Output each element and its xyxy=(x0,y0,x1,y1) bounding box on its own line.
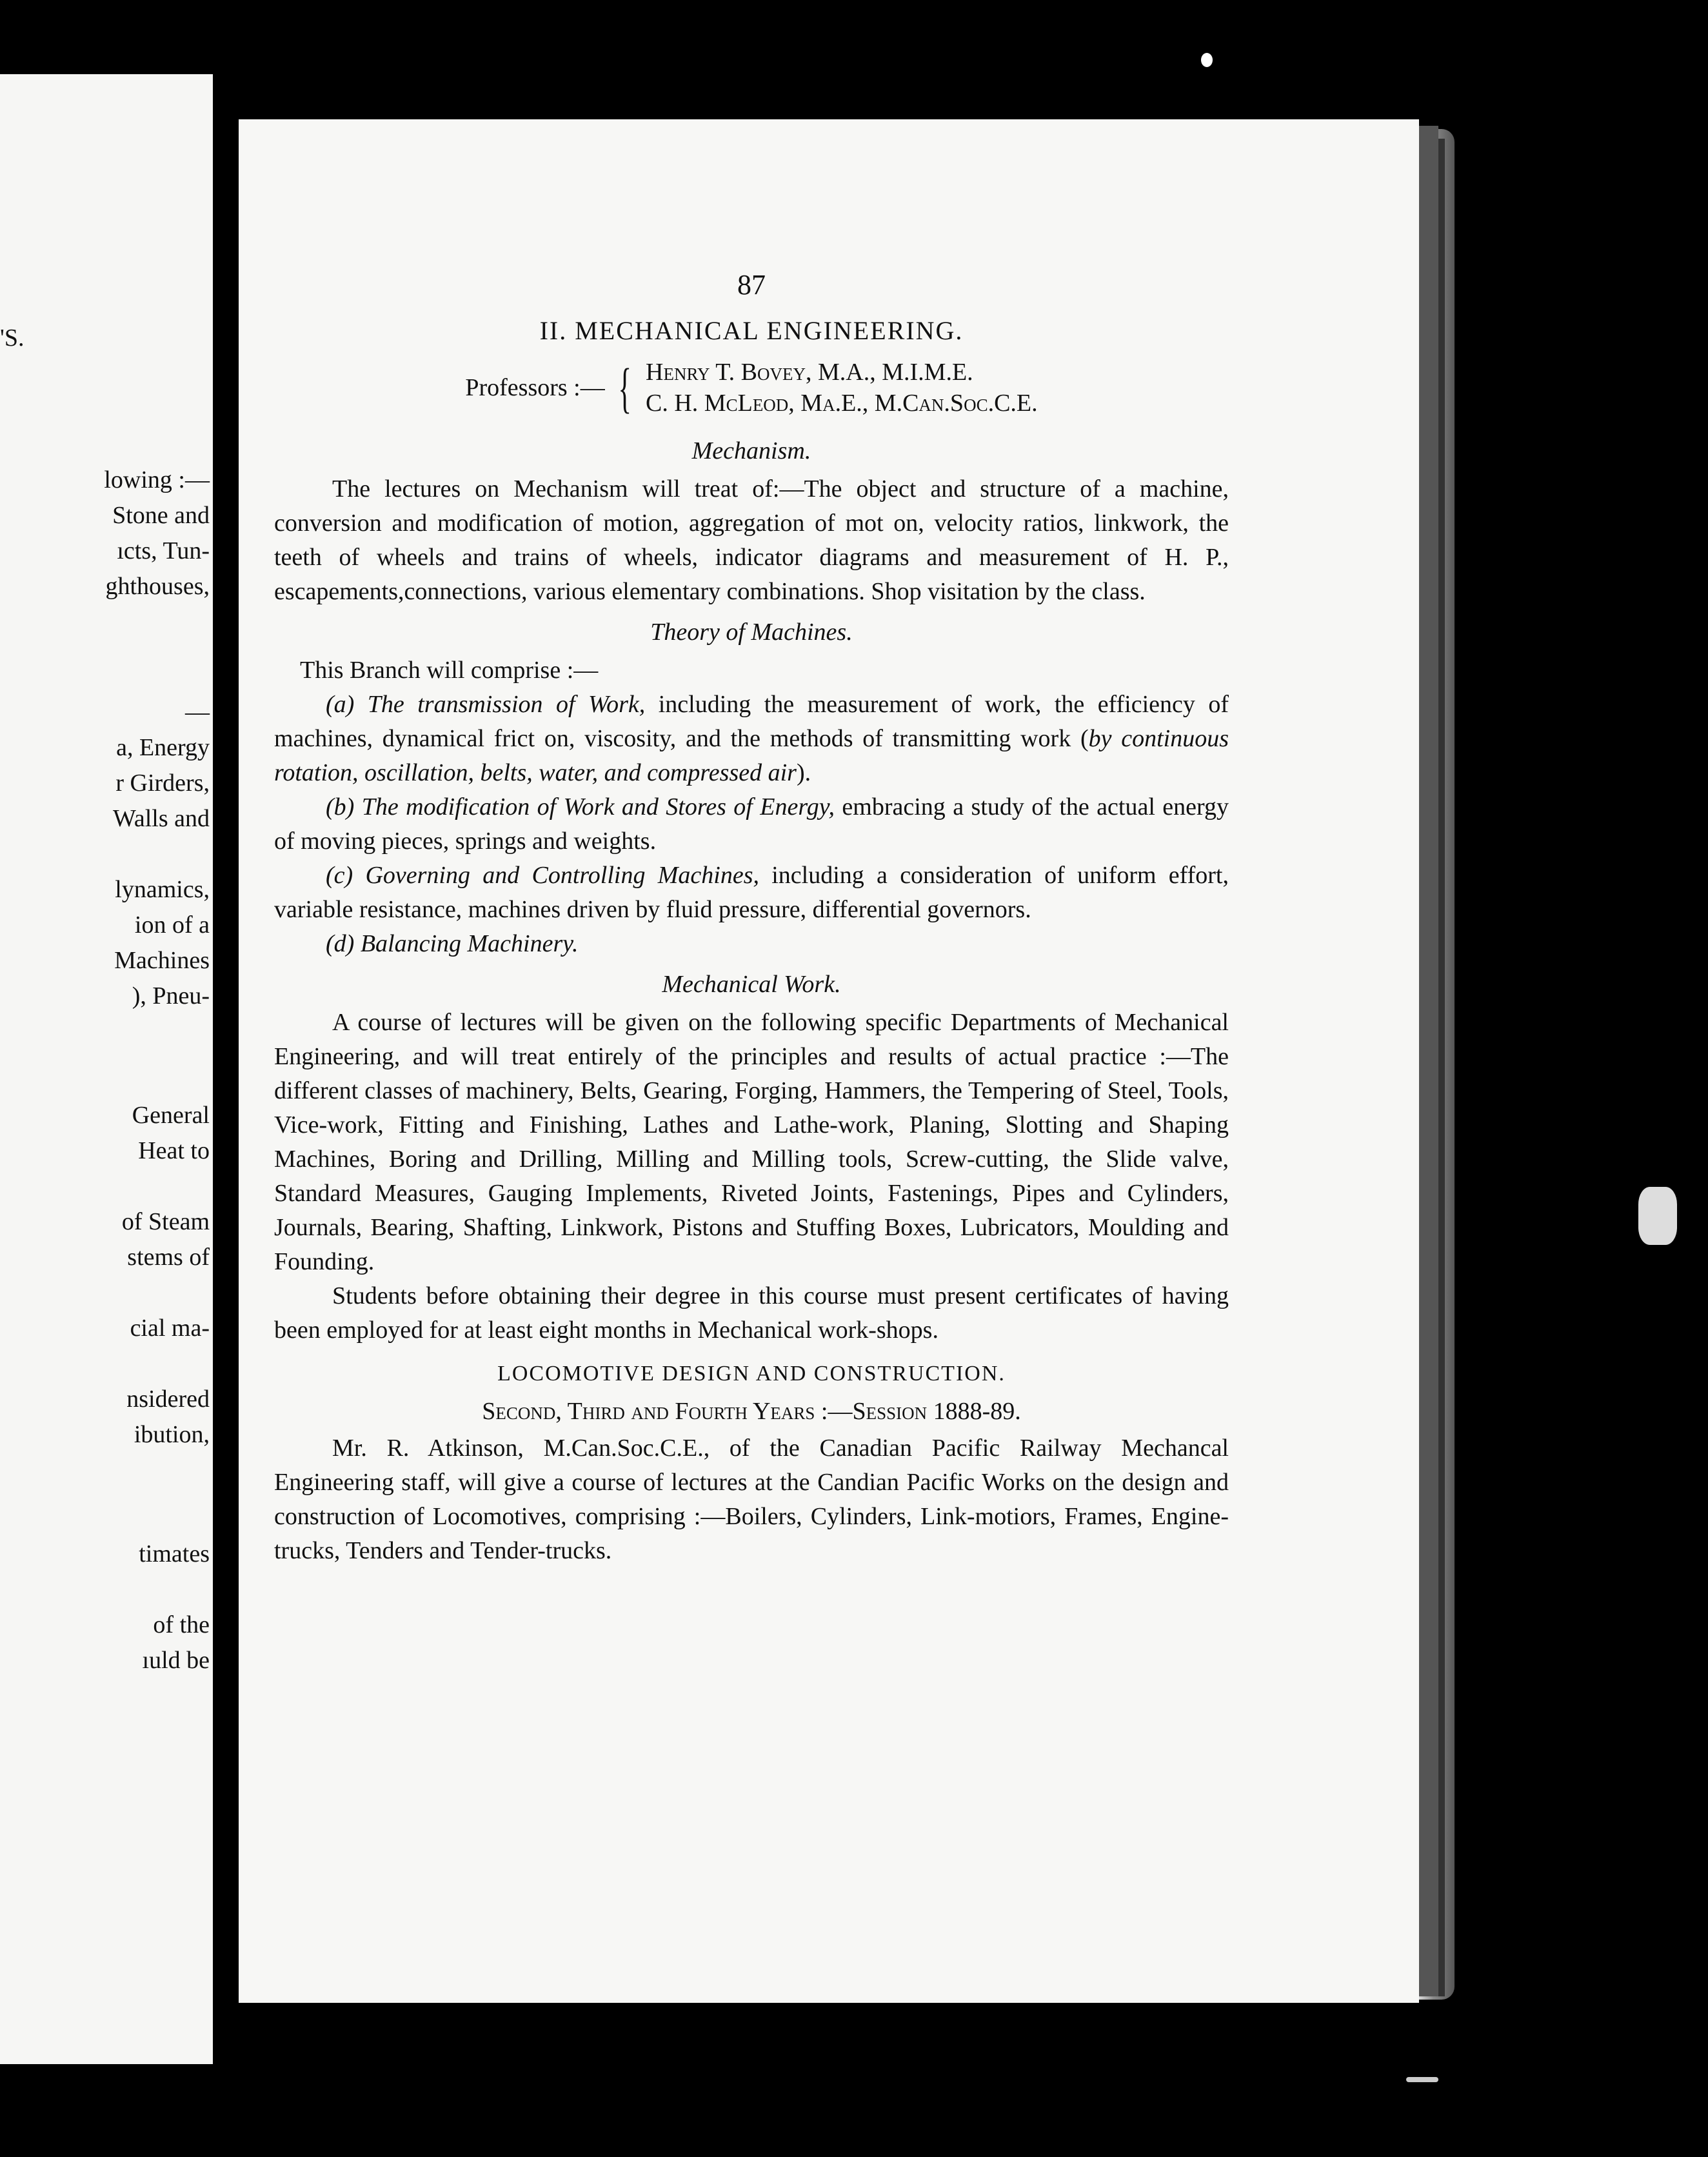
left-page-text-fragment: Heat to xyxy=(138,1137,210,1164)
scan-speck xyxy=(1638,1187,1677,1245)
work-paragraph: A course of lectures will be given on the following specific Departments of Mechanical Engineering, and will treat entirely of the principles and results of actual practice :—The different classes of machinery, Belts, Gearing, Forging, Hammers, the Tempering of Steel, Tools, Vice-work, Fitting and Finishing, Lathes and Lathe-work, Planing, Slotting and Shaping Machines, Boring and Drilling, Milling and Milling tools, Screw-cutting, the Slide valve, Standard Measures, Gauging Implements, Riveted Joints, Fastenings, Pipes and Cylinders, Journals, Bearing, Shafting, Linkwork, Pistons and Stuffing Boxes, Lubricators, Moulding and Founding. xyxy=(274,1009,1229,1275)
left-page-text-fragment: Walls and xyxy=(113,805,210,832)
page-content xyxy=(274,268,1229,1568)
left-page-text-fragment: Machines xyxy=(114,947,210,974)
mechanism-heading: Mechanism. xyxy=(691,437,811,464)
left-page-text-fragment: ibution, xyxy=(134,1421,210,1448)
locomotive-paragraph: Mr. R. Atkinson, M.Can.Soc.C.E., of the Canadian Pacific Railway Mechancal Engineering staff, will give a course of lectures at the Candian Pacific Works on the design and construction of Locomotives, comprising :—Boilers, Cylinders, Link-motiors, Frames, Engine-trucks, Tenders and Tender-trucks. xyxy=(274,1435,1229,1564)
professors-block xyxy=(274,357,1229,419)
item-label: (c) xyxy=(326,862,353,889)
left-page-text-fragment: timates xyxy=(139,1540,210,1567)
left-page-text-fragment: ion of a xyxy=(134,911,210,939)
left-page-text-fragment: 'S. xyxy=(0,324,25,352)
item-text: including the measurement of work, the efficiency of machines, dynamical frict on, viscosity, and the methods of transmitting work ( xyxy=(274,691,1229,752)
item-title: Balancing Machinery. xyxy=(360,930,579,957)
item-title: The transmission of Work, xyxy=(367,691,646,718)
item-label: (a) xyxy=(326,691,355,718)
left-page-text-fragment: cial ma- xyxy=(130,1315,210,1342)
item-title: Governing and Controlling Machines, xyxy=(365,862,759,889)
left-page-text-fragment: lynamics, xyxy=(115,876,210,903)
theory-item-d xyxy=(274,927,1229,961)
scan-speck xyxy=(1406,2077,1438,2082)
locomotive-heading: LOCOMOTIVE DESIGN AND CONSTRUCTION. xyxy=(497,1362,1006,1386)
left-page-text-fragment: ıuld be xyxy=(142,1647,210,1674)
left-page-text-fragment: lowing :— xyxy=(104,466,210,493)
item-text: embracing a study of the actual energy of moving pieces, springs and weights. xyxy=(274,793,1229,855)
item-italic: by continuous rotation, oscillation, belts, water, and compressed air xyxy=(274,725,1229,786)
left-page-text-fragment: nsidered xyxy=(126,1386,210,1413)
professor-name: Henry T. Bovey, M.A., M.I.M.E. xyxy=(646,359,973,386)
professors-label: Professors :— xyxy=(465,373,605,401)
left-page-text-fragment: a, Energy xyxy=(116,734,210,761)
professor-names xyxy=(646,357,1038,419)
left-page-text-fragment: of the xyxy=(153,1611,210,1638)
item-text: ). xyxy=(796,759,811,786)
theory-item-a xyxy=(274,688,1229,790)
theory-item-c xyxy=(274,859,1229,927)
left-page-text-fragment: ), Pneu- xyxy=(132,982,210,1009)
brace-glyph: { xyxy=(618,357,631,419)
page-number: 87 xyxy=(737,269,766,301)
theory-heading: Theory of Machines. xyxy=(650,619,853,646)
work-heading: Mechanical Work. xyxy=(662,971,841,998)
scan-speck xyxy=(1201,53,1213,67)
certificates-paragraph: Students before obtaining their degree in this course must present certificates of having been employed for at least eight months in Mechanical work-shops. xyxy=(274,1282,1229,1344)
item-label: (b) xyxy=(326,793,355,820)
item-label: (d) xyxy=(326,930,355,957)
mechanism-paragraph: The lectures on Mechanism will treat of:—The object and structure of a machine, conversion and modification of motion, aggregation of mot on, velocity ratios, linkwork, the teeth of wheels and trains of wheels, indicator diagrams and measurement of H. P., escapements,connections, various elementary combinations. Shop visitation by the class. xyxy=(274,475,1229,605)
theory-item-b xyxy=(274,790,1229,859)
item-title: The modification of Work and Stores of Energy, xyxy=(361,793,835,820)
left-page-text-fragment: ıcts, Tun- xyxy=(117,537,210,564)
session-line: Second, Third and Fourth Years :—Session 1888-89. xyxy=(482,1398,1021,1425)
left-page-text-fragment: — xyxy=(185,699,210,726)
left-page-text-fragment: r Girders, xyxy=(115,770,210,797)
item-text: including a consideration of uniform effort, variable resistance, machines driven by fluid pressure, differential governors. xyxy=(274,862,1229,923)
left-page-text-fragment: of Steam xyxy=(121,1208,210,1235)
book-gutter xyxy=(213,0,239,2157)
left-page-text-fragment: General xyxy=(132,1102,210,1129)
left-page-text-fragment: Stone and xyxy=(112,502,210,529)
section-title: II. MECHANICAL ENGINEERING. xyxy=(539,316,964,345)
left-page-text-fragment: ghthouses, xyxy=(105,573,210,600)
theory-intro: This Branch will comprise :— xyxy=(300,657,599,684)
right-page xyxy=(239,119,1419,2003)
professor-name: C. H. McLeod, Ma.E., M.Can.Soc.C.E. xyxy=(646,390,1038,417)
left-page-text-fragment: stems of xyxy=(127,1244,210,1271)
left-page-fragment xyxy=(0,74,215,2064)
page-edges xyxy=(1419,129,1455,2000)
